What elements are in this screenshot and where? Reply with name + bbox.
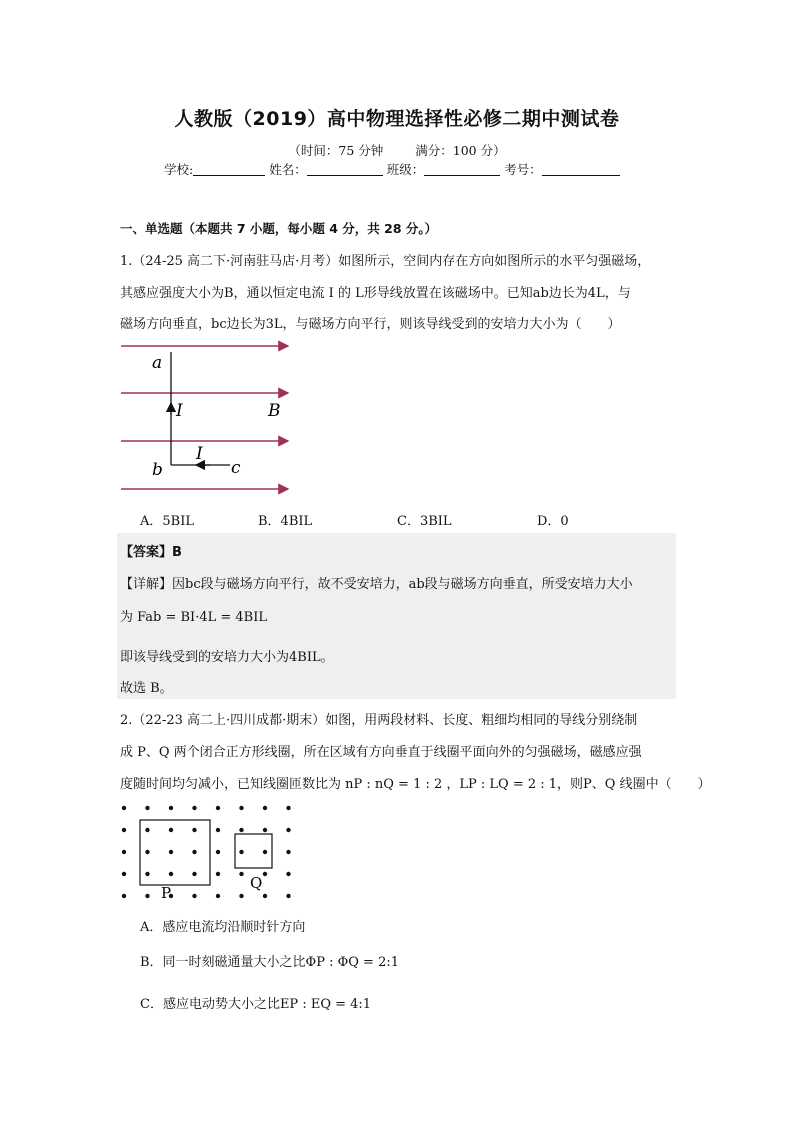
field-dot — [263, 806, 267, 810]
q2-option-b: B．同一时刻磁通量大小之比ΦP : ΦQ = 2:1 — [140, 955, 399, 970]
field-dot — [263, 872, 267, 876]
field-dot — [286, 828, 290, 832]
field-dot — [239, 806, 243, 810]
name-blank — [307, 162, 383, 176]
field-dot — [145, 894, 149, 898]
q2-stem-line1: 2.（22-23 高二上·四川成都·期末）如图，用两段材料、长度、粗细均相同的导线分别绕制 — [120, 713, 638, 728]
exam-no-blank — [542, 162, 620, 176]
q2-stem-line3: 度随时间均匀减小，已知线圈匝数比为 nP : nQ = 1 : 2 ，LP : LQ = 2 : 1，则P、Q 线圈中（ ） — [120, 777, 711, 792]
field-dot — [286, 806, 290, 810]
field-dot — [239, 872, 243, 876]
q1-detail-line3: 即该导线受到的安培力大小为4BIL。 — [120, 650, 334, 665]
field-dot — [263, 828, 267, 832]
class-label: 班级： — [386, 162, 425, 177]
q2-figure — [115, 800, 300, 900]
field-dot — [145, 828, 149, 832]
q1-answer: 【答案】B — [120, 545, 182, 560]
field-dot — [216, 806, 220, 810]
field-dot — [216, 850, 220, 854]
student-info-line — [164, 160, 620, 178]
q2-option-a: A．感应电流均沿顺时针方向 — [140, 920, 306, 935]
field-dot — [239, 850, 243, 854]
q1-figure — [118, 335, 298, 500]
q1-stem-line1: 1.（24-25 高二下·河南驻马店·月考）如图所示，空间内存在方向如图所示的水平匀强磁场， — [120, 254, 651, 269]
q1-option-d: D．0 — [537, 514, 569, 529]
label-Q: Q — [250, 874, 263, 892]
field-dot — [216, 828, 220, 832]
page-title: 人教版（2019）高中物理选择性必修二期中测试卷 — [174, 108, 620, 130]
field-dot — [122, 872, 126, 876]
q2-option-c: C．感应电动势大小之比EP : EQ = 4:1 — [140, 997, 372, 1012]
label-P: P — [161, 884, 172, 900]
field-dot — [239, 828, 243, 832]
field-dot — [169, 828, 173, 832]
field-dot — [286, 850, 290, 854]
field-dot — [145, 806, 149, 810]
label-I-bc: I — [196, 444, 203, 464]
label-B: B — [268, 401, 281, 421]
field-dot — [122, 828, 126, 832]
field-dot — [169, 850, 173, 854]
coil-P — [140, 820, 210, 885]
field-dot — [216, 894, 220, 898]
field-dot — [145, 850, 149, 854]
q1-detail-line2: 为 Fab = BI·4L = 4BIL — [120, 610, 267, 625]
exam-score: 满分：100 分） — [415, 143, 506, 158]
label-b: b — [152, 460, 163, 480]
q1-stem-line3: 磁场方向垂直，bc边长为3L，与磁场方向平行，则该导线受到的安培力大小为（ ） — [120, 317, 621, 332]
field-dot — [263, 850, 267, 854]
school-blank — [193, 162, 265, 176]
field-dot — [192, 872, 196, 876]
label-I-ab: I — [176, 401, 183, 421]
name-label: 姓名： — [269, 162, 307, 177]
section-heading: 一、单选题（本题共 7 小题，每小题 4 分，共 28 分。） — [120, 221, 438, 236]
field-dot — [122, 850, 126, 854]
field-dot — [216, 872, 220, 876]
field-dot — [169, 872, 173, 876]
q2-stem-line2: 成 P、Q 两个闭合正方形线圈，所在区域有方向垂直于线圈平面向外的匀强磁场，磁感应强 — [120, 745, 642, 760]
field-dot — [122, 806, 126, 810]
field-dot — [286, 872, 290, 876]
class-blank — [424, 162, 500, 176]
field-dot — [145, 872, 149, 876]
school-label: 学校: — [164, 162, 194, 177]
q1-stem-line2: 其感应强度大小为B，通以恒定电流 I 的 L形导线放置在该磁场中。已知ab边长为4L，与 — [120, 286, 631, 301]
q1-detail-line4: 故选 B。 — [120, 681, 173, 696]
q1-detail-line1: 【详解】因bc段与磁场方向平行，故不受安培力，ab段与磁场方向垂直，所受安培力大小 — [120, 577, 633, 592]
label-c: c — [231, 458, 241, 478]
field-dot — [239, 894, 243, 898]
exam-no-label: 考号： — [504, 162, 542, 177]
field-dot — [263, 894, 267, 898]
exam-subtitle — [0, 141, 794, 159]
field-dot — [286, 894, 290, 898]
field-dot — [192, 850, 196, 854]
field-dot — [169, 806, 173, 810]
field-dot — [192, 828, 196, 832]
field-dot — [192, 894, 196, 898]
q1-option-b: B．4BIL — [258, 514, 313, 529]
exam-time: （时间：75 分钟 — [288, 143, 384, 158]
label-a: a — [152, 353, 163, 373]
field-dot — [122, 894, 126, 898]
field-dot — [192, 806, 196, 810]
q1-option-a: A．5BIL — [140, 514, 194, 529]
q1-option-c: C．3BIL — [397, 514, 452, 529]
